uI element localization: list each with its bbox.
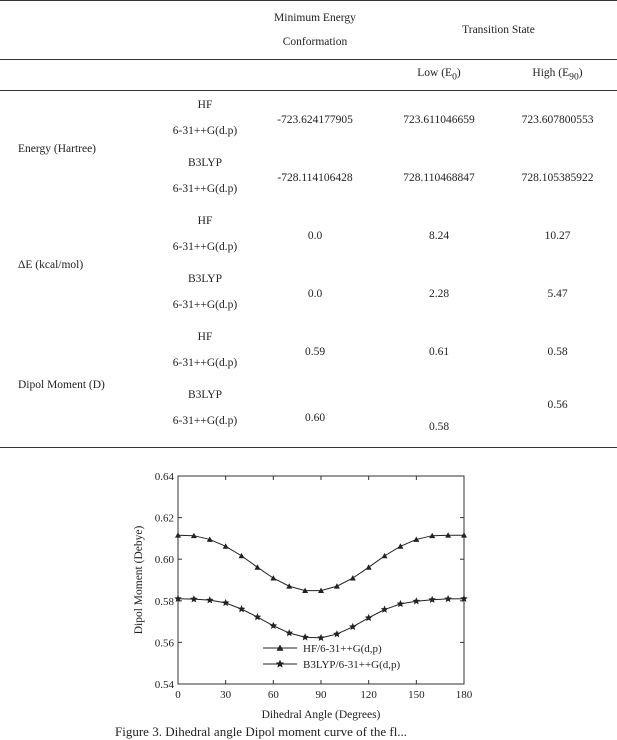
property-label: Dipol Moment (D) (18, 379, 105, 391)
method-cell: B3LYP 6-31++G(d.p) (172, 389, 238, 427)
table-row (0, 207, 617, 265)
data-point-star (381, 606, 389, 613)
dipole-chart (130, 466, 480, 734)
method-cell: B3LYP 6-31++G(d.p) (172, 157, 238, 195)
property-label: Energy (Hartree) (18, 143, 97, 155)
y-tick-label: 0.62 (154, 512, 174, 525)
table-subheader-row (0, 60, 617, 91)
data-point-triangle (350, 575, 356, 580)
data-point-triangle (239, 553, 245, 558)
table-row (0, 91, 617, 150)
y-tick-label: 0.54 (154, 679, 174, 691)
data-point-star (222, 599, 230, 606)
method-cell: HF 6-31++G(d.p) (172, 331, 238, 369)
figure-caption: Figure 3. Dihedral angle Dipol moment curve of the fl... (115, 724, 408, 739)
value-cell: 0.56 (547, 399, 568, 411)
data-point-star (190, 595, 198, 602)
value-cell: 0.60 (304, 412, 326, 424)
data-point-star (444, 595, 452, 602)
data-point-star (428, 596, 436, 603)
data-point-star (206, 596, 214, 603)
y-tick-label: 0.58 (154, 595, 174, 608)
data-point-star (333, 630, 341, 637)
data-point-triangle (223, 543, 229, 548)
data-point-star (238, 605, 246, 612)
value-cell: 0.61 (428, 346, 450, 358)
table-row (0, 323, 617, 381)
series-line (178, 599, 464, 638)
value-cell: 0.58 (428, 421, 450, 433)
value-cell: -723.624177905 (277, 114, 353, 126)
value-cell: -728.114106428 (277, 172, 353, 184)
y-axis-label: Dipol Moment (Debye) (133, 525, 145, 635)
legend-label: B3LYP/6-31++G(d,p) (303, 659, 401, 671)
value-cell: 0.58 (547, 346, 568, 358)
data-point-star (254, 613, 262, 620)
data-point-triangle (334, 583, 340, 588)
legend-marker-star (276, 660, 285, 668)
value-cell: 728.105385922 (521, 172, 594, 184)
data-point-star (413, 597, 421, 604)
value-cell: 723.607800553 (521, 114, 594, 126)
value-cell: 0.59 (304, 346, 326, 358)
y-tick-label: 0.60 (154, 554, 174, 567)
data-point-triangle (397, 543, 403, 548)
y-tick-label: 0.64 (154, 471, 174, 483)
data-point-star (349, 623, 357, 630)
table-header-row (0, 1, 617, 60)
property-label: ΔE (kcal/mol) (18, 259, 84, 271)
data-point-star (365, 614, 373, 621)
method-cell: B3LYP 6-31++G(d.p) (172, 273, 238, 311)
data-point-triangle (286, 583, 292, 588)
x-tick-label: 60 (267, 689, 279, 701)
header-min-energy: Minimum Energy Conformation (274, 12, 356, 48)
x-tick-label: 30 (220, 689, 232, 701)
value-cell: 10.27 (544, 230, 571, 242)
value-cell: 2.28 (428, 288, 450, 300)
chart-svg (130, 466, 480, 734)
data-point-triangle (366, 564, 372, 569)
x-tick-label: 150 (408, 689, 425, 701)
data-point-triangle (382, 553, 388, 558)
y-tick-label: 0.56 (154, 637, 174, 650)
value-cell: 728.110468847 (403, 172, 475, 184)
data-point-star (397, 600, 405, 607)
header-high: High $(E_{90})$ (532, 67, 583, 83)
method-cell: HF 6-31++G(d.p) (172, 215, 238, 253)
series-line (178, 535, 464, 590)
x-axis-label: Dihedral Angle (Degrees) (261, 709, 381, 721)
value-cell: 723.611046659 (403, 114, 475, 126)
x-tick-label: 90 (315, 689, 327, 701)
data-point-star (301, 633, 309, 640)
x-tick-label: 120 (360, 689, 377, 701)
data-point-star (270, 622, 278, 629)
method-cell: HF 6-31++G(d.p) (172, 99, 238, 137)
x-tick-label: 0 (175, 689, 181, 701)
data-point-star (317, 634, 325, 641)
value-cell: 8.24 (428, 230, 450, 242)
x-tick-label: 180 (455, 689, 473, 701)
data-point-triangle (254, 564, 260, 569)
value-cell: 0.0 (307, 230, 323, 242)
legend-label: HF/6-31++G(d,p) (303, 643, 382, 655)
value-cell: 0.0 (307, 288, 323, 300)
value-cell: 5.47 (547, 288, 568, 300)
header-transition-state: Transition State (462, 24, 535, 36)
header-low: Low $(E_0)$ (417, 67, 461, 83)
data-point-star (285, 629, 293, 636)
data-point-triangle (270, 575, 276, 580)
